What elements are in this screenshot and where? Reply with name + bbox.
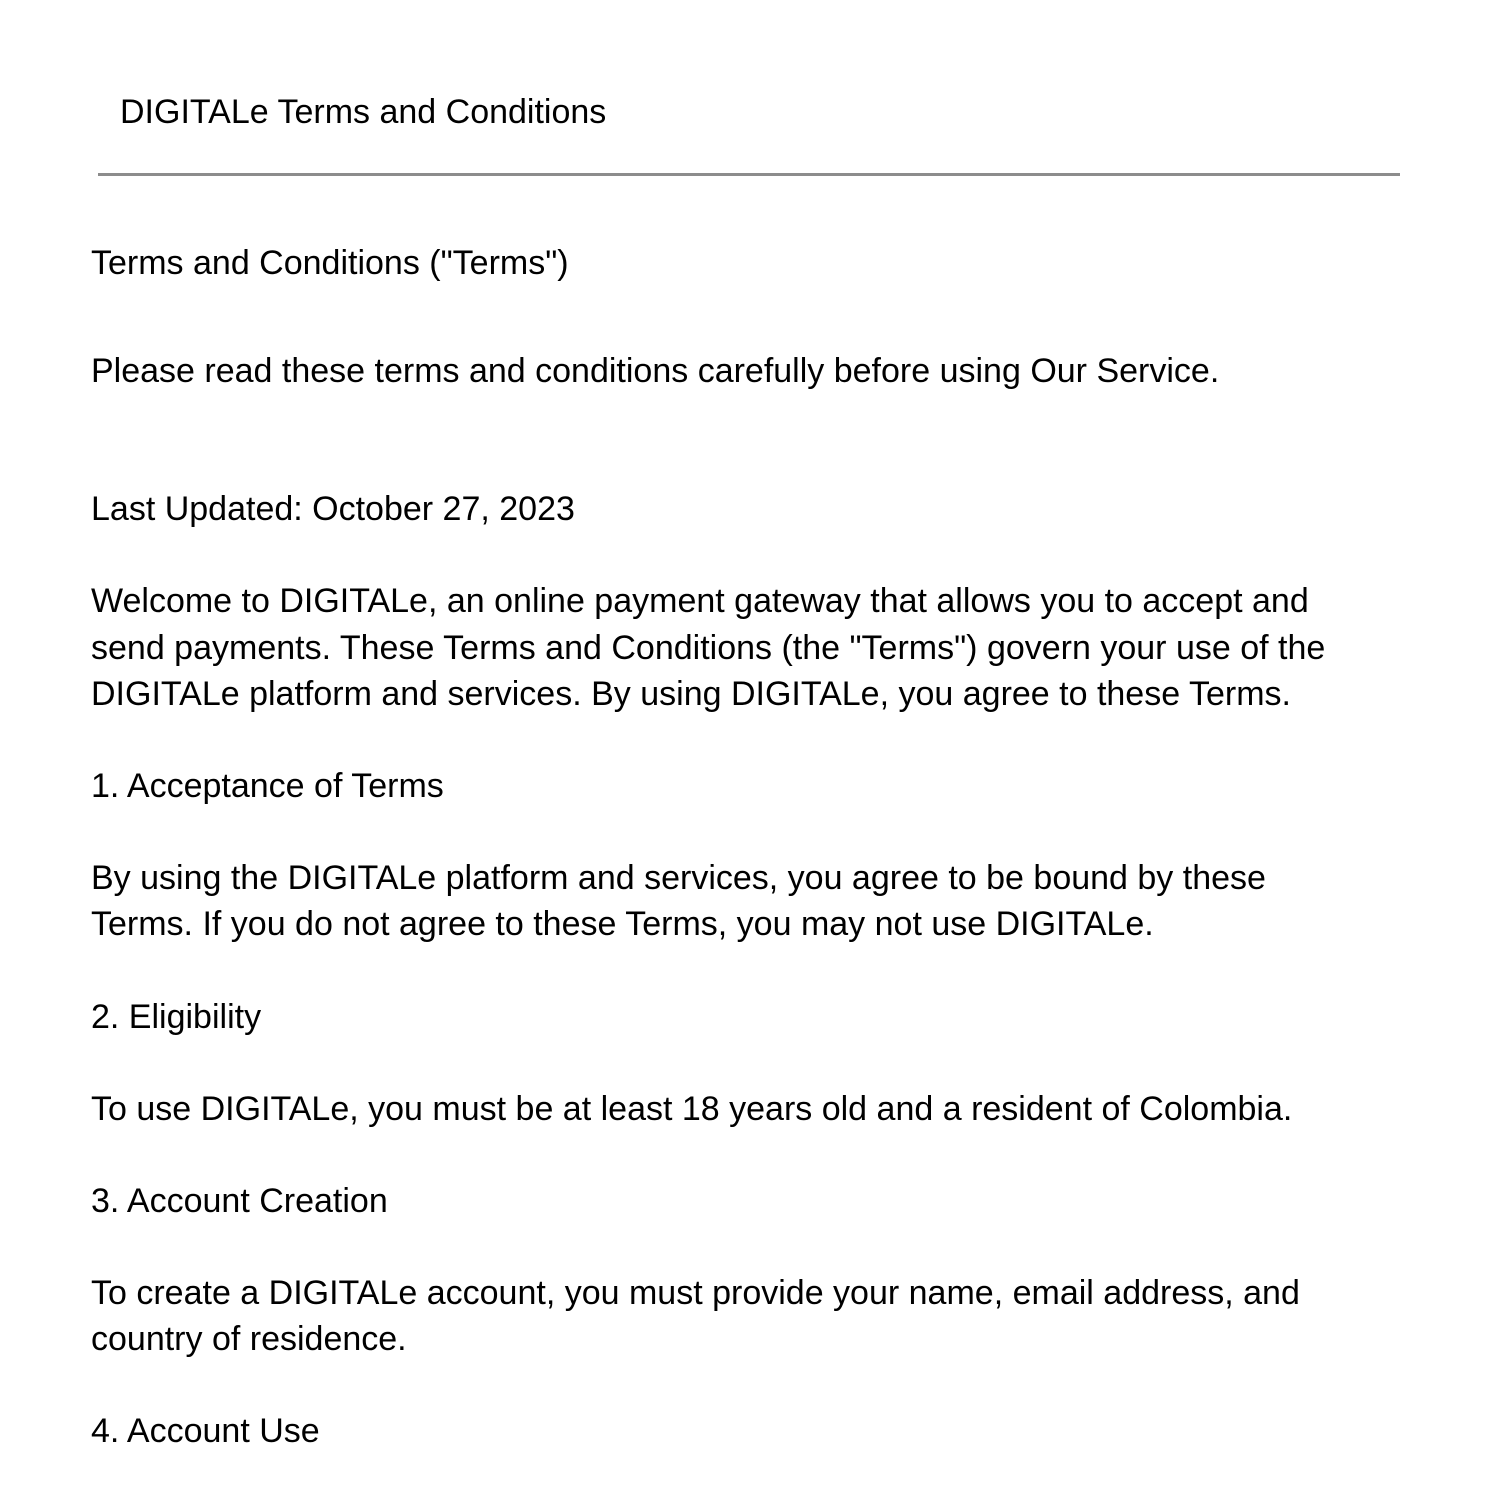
- section-title-acceptance: 1. Acceptance of Terms: [91, 767, 444, 805]
- section-body-line: country of residence.: [91, 1320, 407, 1358]
- section-title-account-use: 4. Account Use: [91, 1412, 320, 1450]
- terms-heading: Terms and Conditions ("Terms"): [91, 244, 569, 282]
- last-updated-date: Last Updated: October 27, 2023: [91, 490, 575, 528]
- document-header-title: DIGITALe Terms and Conditions: [120, 93, 607, 131]
- intro-paragraph: Please read these terms and conditions carefully before using Our Service.: [91, 352, 1220, 390]
- section-body-line: Terms. If you do not agree to these Terms, you may not use DIGITALe.: [91, 905, 1154, 943]
- section-body-line: To use DIGITALe, you must be at least 18 years old and a resident of Colombia.: [91, 1090, 1293, 1128]
- section-body-line: By using the DIGITALe platform and services, you agree to be bound by these: [91, 859, 1266, 897]
- welcome-paragraph-line: DIGITALe platform and services. By using DIGITALe, you agree to these Terms.: [91, 675, 1291, 713]
- section-title-eligibility: 2. Eligibility: [91, 998, 262, 1036]
- section-title-account-creation: 3. Account Creation: [91, 1182, 388, 1220]
- welcome-paragraph-line: Welcome to DIGITALe, an online payment gateway that allows you to accept and: [91, 582, 1309, 620]
- header-divider: [98, 173, 1400, 176]
- welcome-paragraph-line: send payments. These Terms and Conditions (the "Terms") govern your use of the: [91, 629, 1326, 667]
- section-body-line: To create a DIGITALe account, you must provide your name, email address, and: [91, 1274, 1300, 1312]
